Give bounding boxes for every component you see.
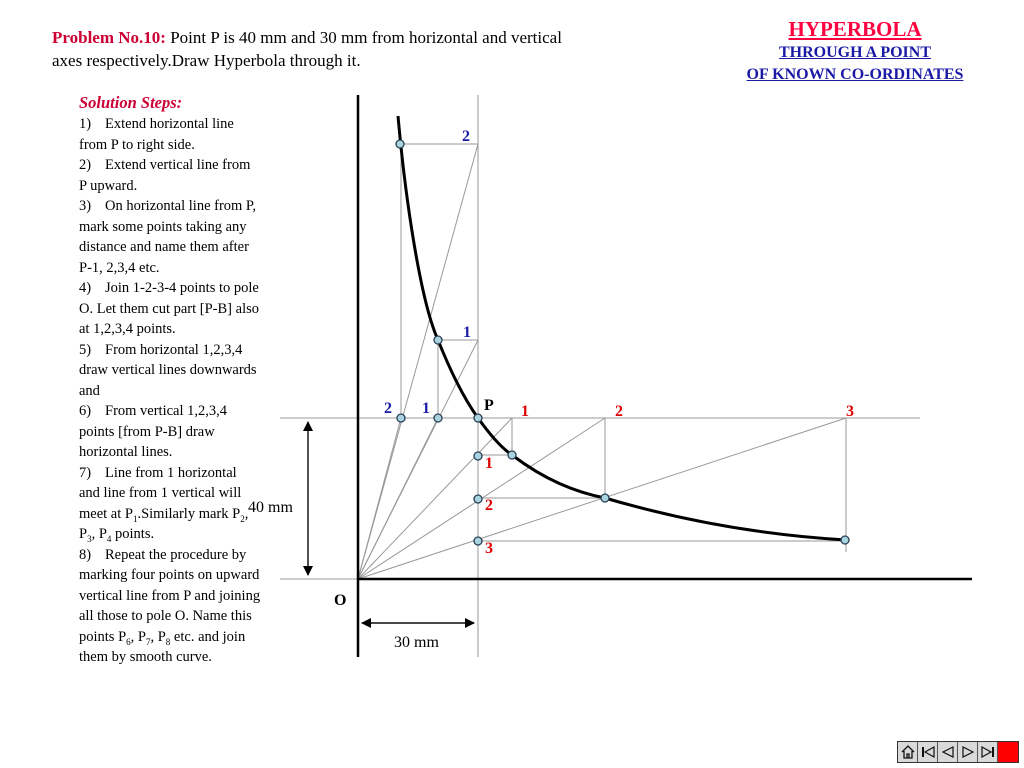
problem-label: Problem No.10: [52,28,166,47]
dim-40-text: 40 mm [248,499,293,516]
point-lower-2 [474,495,482,503]
problem-text: Point P is 40 mm and 30 mm from horizontal and vertical axes respectively.Draw Hyperbola through it. [52,28,562,70]
slide-navigation [897,741,1019,763]
curve-point-p3 [841,536,849,544]
point-left-1 [434,414,442,422]
label-left-1: 1 [422,400,430,417]
step-item: 1) Extend horizontal line from P to right side. [79,116,234,153]
label-lower-1: 1 [485,455,493,472]
construction-points [396,140,849,545]
label-lower-2: 2 [485,497,493,514]
next-icon[interactable] [958,742,978,762]
first-icon[interactable] [918,742,938,762]
step-item: 3) On horizontal line from P, mark some points taking any distance and name them after P-1, 2,3,4 etc. [79,198,257,276]
label-right-1: 1 [521,403,529,420]
subtitle-line-1: THROUGH A POINT [778,44,932,61]
step-item: 2) Extend vertical line from P upward. [79,157,251,194]
label-origin: O [334,592,347,609]
label-upper-2: 2 [462,128,470,145]
step-item: 7) Line from 1 horizontal and line from 1 vertical will meet at $P_1.Similarly$ mark $P_2$, $P_3$, $P_4$ points. [79,464,249,544]
stop-icon[interactable] [998,742,1018,762]
last-icon[interactable] [978,742,998,762]
step-item: 5) From horizontal 1,2,3,4 draw vertical lines downwards and [79,341,257,399]
ray-to-left-1 [358,418,438,579]
step-item: 8) Repeat the procedure by marking four points on upward vertical line from P and joining all those to pole O. Name this points $P_6$, $P_7$, $P_8$ etc. and join them by smooth curve. [79,546,261,665]
point-p [474,414,482,422]
point-upper-2 [396,140,404,148]
point-lower-1 [474,452,482,460]
prev-icon[interactable] [938,742,958,762]
curve-point-p2 [601,494,609,502]
label-lower-3: 3 [485,540,493,557]
dim-30-text: 30 mm [394,634,439,651]
point-left-2 [397,414,405,422]
home-icon[interactable] [898,742,918,762]
step-item: 6) From vertical 1,2,3,4 points [from P-B] draw horizontal lines. [79,403,228,460]
label-right-3: 3 [846,403,854,420]
curve-point-p1 [508,451,516,459]
point-lower-3 [474,537,482,545]
step-item: 4) Join 1-2-3-4 points to pole O. Let them cut part [P-B] also at 1,2,3,4 points. [79,280,259,337]
steps-heading: Solution Steps: [79,93,183,112]
label-p: P [484,397,494,414]
point-upper-1 [434,336,442,344]
label-right-2: 2 [615,403,623,420]
label-left-2: 2 [384,400,392,417]
ray-to-upper-2 [358,144,478,579]
subtitle-line-2: OF KNOWN CO-ORDINATES [746,66,964,83]
label-upper-1: 1 [463,324,471,341]
page-title: HYPERBOLA [788,17,922,41]
construction-lines [280,95,920,657]
